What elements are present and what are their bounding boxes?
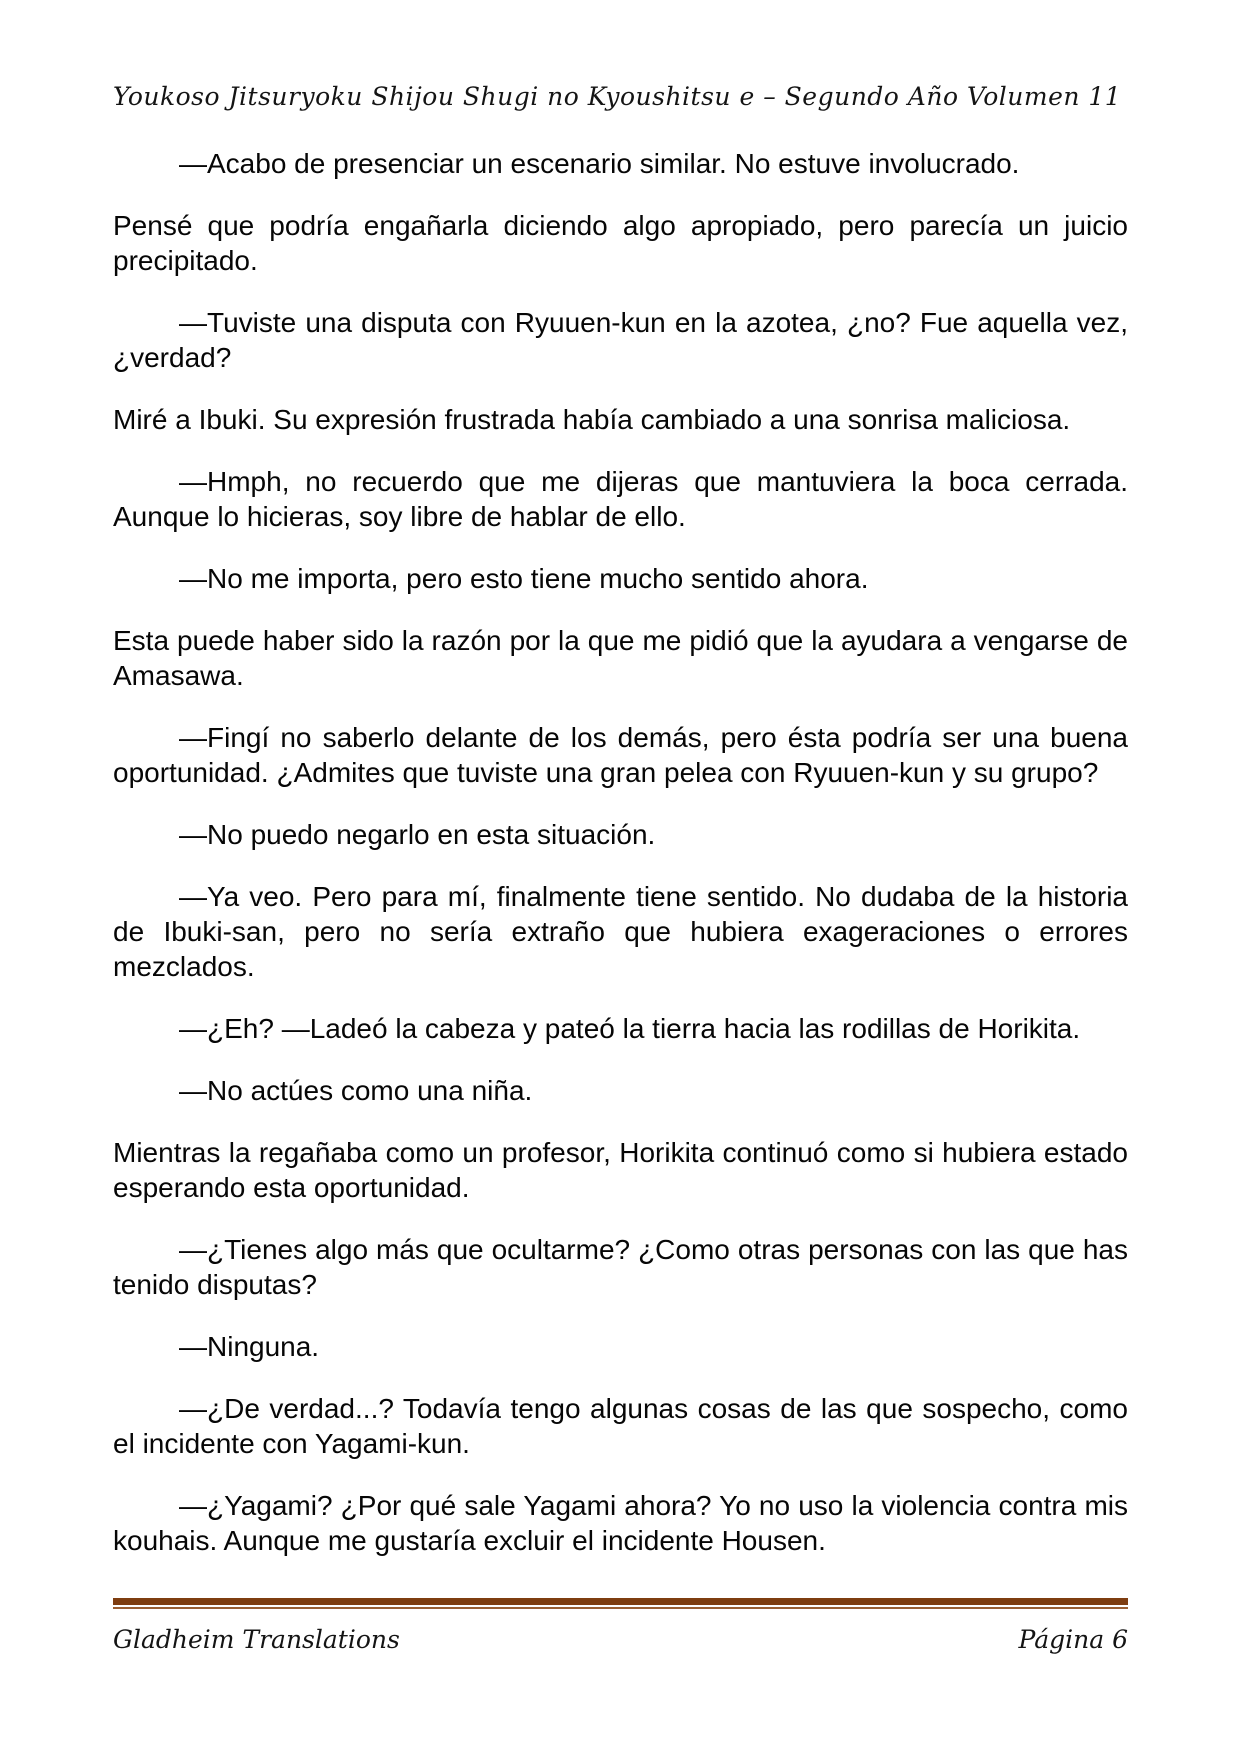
paragraph-dialogue: —¿Eh? —Ladeó la cabeza y pateó la tierra hacia las rodillas de Horikita.	[179, 1013, 1081, 1044]
document-body	[113, 146, 1128, 1585]
paragraph-dialogue: —Fingí no saberlo delante de los demás, pero ésta podría ser una buena oportunidad. ¿Admites que tuviste una gran pelea con Ryuuen-kun y su grupo?	[113, 722, 1128, 788]
paragraph-dialogue: —Ya veo. Pero para mí, finalmente tiene sentido. No dudaba de la historia de Ibuki-san, pero no sería extraño que hubiera exageraciones o errores mezclados.	[113, 881, 1128, 982]
paragraph-narration: Esta puede haber sido la razón por la que me pidió que la ayudara a vengarse de Amasawa.	[113, 625, 1128, 691]
paragraph-dialogue: —No actúes como una niña.	[179, 1075, 533, 1106]
footer-row	[113, 1625, 1128, 1654]
paragraph-dialogue: —Ninguna.	[179, 1331, 320, 1362]
paragraph-dialogue: —¿Tienes algo más que ocultarme? ¿Como otras personas con las que has tenido disputas?	[113, 1234, 1128, 1300]
paragraph-dialogue: —Hmph, no recuerdo que me dijeras que mantuviera la boca cerrada. Aunque lo hicieras, soy libre de hablar de ello.	[113, 466, 1128, 532]
paragraph-narration: Pensé que podría engañarla diciendo algo apropiado, pero parecía un juicio precipitado.	[113, 210, 1128, 276]
paragraph-narration: Miré a Ibuki. Su expresión frustrada había cambiado a una sonrisa maliciosa.	[113, 404, 1071, 435]
page-footer	[113, 1598, 1128, 1654]
translator-credit: Gladheim Translations	[113, 1625, 400, 1654]
paragraph-dialogue: —Acabo de presenciar un escenario similar. No estuve involucrado.	[179, 148, 1020, 179]
page-header-title: Youkoso Jitsuryoku Shijou Shugi no Kyoushitsu e – Segundo Año Volumen 11	[113, 82, 1122, 111]
paragraph-dialogue: —Tuviste una disputa con Ryuuen-kun en la azotea, ¿no? Fue aquella vez, ¿verdad?	[113, 307, 1128, 373]
paragraph-narration: Mientras la regañaba como un profesor, Horikita continuó como si hubiera estado esperando esta oportunidad.	[113, 1137, 1128, 1203]
footer-rule-thin	[113, 1607, 1128, 1609]
paragraph-dialogue: —No puedo negarlo en esta situación.	[179, 819, 656, 850]
paragraph-dialogue: —¿De verdad...? Todavía tengo algunas cosas de las que sospecho, como el incidente con Yagami-kun.	[113, 1393, 1128, 1459]
paragraph-dialogue: —No me importa, pero esto tiene mucho sentido ahora.	[179, 563, 869, 594]
paragraph-dialogue: —¿Yagami? ¿Por qué sale Yagami ahora? Yo no uso la violencia contra mis kouhais. Aunque me gustaría excluir el incidente Housen.	[113, 1490, 1128, 1556]
footer-rule-thick	[113, 1598, 1128, 1605]
page-number: Página 6	[1018, 1625, 1128, 1654]
